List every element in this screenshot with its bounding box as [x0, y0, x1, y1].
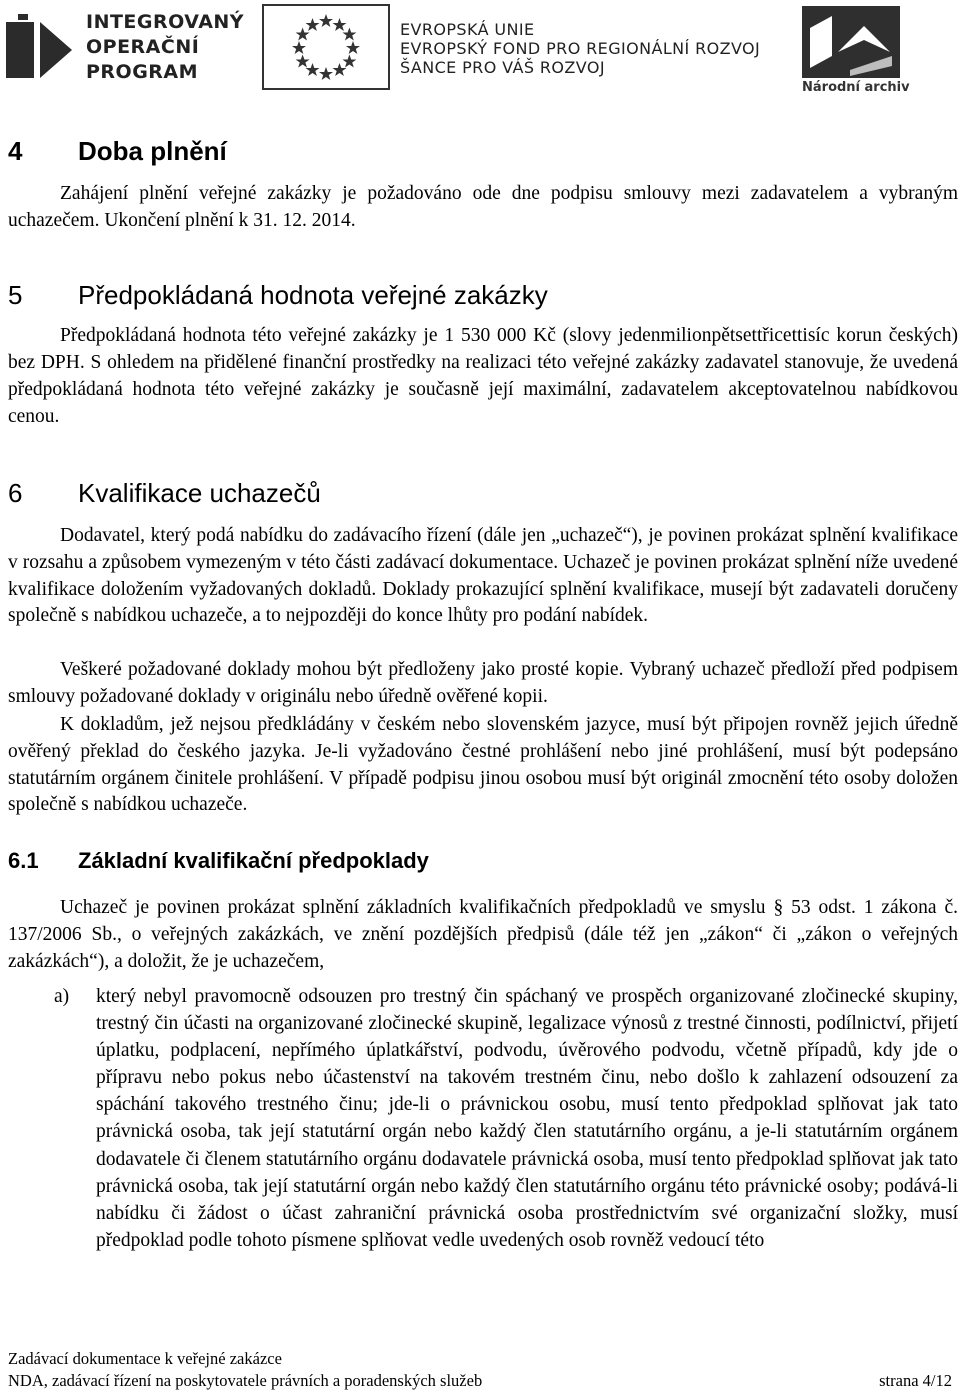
section-5-title: Předpokládaná hodnota veřejné zakázky — [78, 280, 548, 310]
section-4-text: Zahájení plnění veřejné zakázky je požadováno ode dne podpisu smlouvy mezi zadavatelem a vybraným uchazečem. Ukončení plnění k 31. 12. 2014. — [8, 183, 958, 231]
section-6-paragraph-1 — [8, 523, 958, 630]
iop-logo-icon — [6, 14, 72, 78]
section-6-number: 6 — [8, 478, 23, 508]
section-6-heading — [8, 478, 321, 509]
section-6-text-1: Dodavatel, který podá nabídku do zadávacího řízení (dále jen „uchazeč“), je povinen prokázat splnění kvalifikace v rozsahu a způsobem vymezeným v této části zadávací dokumentace. Uchazeč je povinen prokázat splnění níže uvedené kvalifikace doložením vyžadovaných dokladů. Doklady prokazující splnění kvalifikace, musejí být zadavateli doručeny společně s nabídkou uchazeče, a to nejpozději do konce lhůty pro podání nabídek. — [8, 525, 958, 627]
narodni-archiv-logo — [800, 6, 910, 98]
section-6-text-3: K dokladům, jež nejsou předkládány v českém nebo slovenském jazyce, musí být připojen rovněž jejich úředně ověřený překlad do českého jazyka. Je-li vyžadováno čestné prohlášení nebo jiné prohlášení, musí být podepsáno statutárním orgánem činitele prohlášení. V případě podpisu jinou osobou musí být originál zmocnění této osoby doložen společně s nabídkou uchazeče. — [8, 714, 958, 816]
section-6-1-heading — [8, 848, 429, 874]
section-6-paragraph-3 — [8, 712, 958, 819]
footer-line-2: NDA, zadávací řízení na poskytovatele právních a poradenských služeb — [8, 1371, 483, 1390]
section-5-paragraph — [8, 322, 958, 430]
section-6-paragraph-2 — [8, 657, 958, 711]
list-item-a-text: který nebyl pravomocně odsouzen pro trestný čin spáchaný ve prospěch organizované zločinecké skupiny, trestný čin účasti na organizované zločinecké skupině, legalizace výnosů z trestné činnosti, podílnictví, přijetí úplatku, podplacení, nepřímého úplatkářství, podvodu, úvěrového podvodu, včetně případů, kdy jde o přípravu nebo pokus nebo účastenství na takovém trestném činu, nebo došlo k zahlazení odsouzení za spáchání takového trestného činu; jde-li o právnickou osobu, musí tento předpoklad splňovat jak tato právnická osoba, tak její statutární orgán nebo každý člen statutárního orgánu, a je-li statutárním orgánem dodavatele či členem statutárního orgánu dodavatele právnická osoba, musí tento předpoklad splňovat jak tato právnická osoba, tak její statutární orgán nebo každý člen statutárního orgánu této právnické osoby; podává-li nabídku či žádost o účast zahraniční právnická osoba prostřednictvím své organizační složky, musí předpoklad podle tohoto písmene splňovat vedle uvedených osob rovněž vedoucí této — [96, 986, 958, 1251]
eu-line-3: ŠANCE PRO VÁŠ ROZVOJ — [400, 58, 605, 77]
section-4-heading — [8, 136, 227, 167]
section-6-1-intro-text: Uchazeč je povinen prokázat splnění základních kvalifikačních předpokladů ve smyslu § 53 odst. 1 zákona č. 137/2006 Sb., o veřejných zakázkách, ve znění pozdějších předpisů (dále též jen „zákon“ či „zákon o veřejných zakázkách“), a doložit, že je uchazečem, — [8, 897, 958, 972]
eu-line-1: EVROPSKÁ UNIE — [400, 20, 535, 39]
page-number: strana 4/12 — [879, 1371, 952, 1390]
narodni-archiv-text: Národní archiv — [802, 80, 910, 95]
page-footer — [8, 1348, 952, 1392]
iop-logo — [6, 6, 245, 90]
section-6-title: Kvalifikace uchazečů — [78, 478, 321, 508]
footer-line-1: Zadávací dokumentace k veřejné zakázce — [8, 1349, 282, 1368]
eu-logo-text — [400, 20, 800, 77]
footer-line-2-row — [8, 1370, 952, 1392]
iop-logo-text — [86, 10, 245, 85]
logo-bar — [0, 0, 960, 105]
section-5-heading — [8, 280, 548, 311]
section-4-paragraph — [8, 180, 958, 234]
list-item-a-label: a) — [54, 986, 70, 1007]
iop-line-3: PROGRAM — [86, 61, 199, 83]
section-6-1-title: Základní kvalifikační předpoklady — [78, 848, 429, 873]
iop-line-1: INTEGROVANÝ — [86, 11, 245, 33]
eu-line-2: EVROPSKÝ FOND PRO REGIONÁLNÍ ROZVOJ — [400, 39, 761, 58]
section-5-number: 5 — [8, 280, 23, 310]
narodni-archiv-icon — [802, 6, 900, 78]
section-4-number: 4 — [8, 136, 23, 166]
eu-flag-icon — [262, 4, 390, 90]
list-item-a — [54, 983, 958, 1254]
section-6-text-2: Veškeré požadované doklady mohou být předloženy jako prosté kopie. Vybraný uchazeč předloží před podpisem smlouvy požadované doklady v originálu nebo úředně ověřené kopii. — [8, 659, 958, 707]
section-4-title: Doba plnění — [78, 136, 227, 166]
iop-line-2: OPERAČNÍ — [86, 36, 200, 58]
section-5-text: Předpokládaná hodnota této veřejné zakázky je 1 530 000 Kč (slovy jedenmilionpětsettřicettisíc korun českých) bez DPH. S ohledem na přidělené finanční prostředky na realizaci této veřejné zakázky zadavatel stanovuje, že uvedená předpokládaná hodnota této veřejné zakázky je současně její maximální, zadavatelem akceptovatelnou nabídkovou cenou. — [8, 325, 958, 427]
section-6-1-number: 6.1 — [8, 848, 39, 873]
section-6-1-intro — [8, 894, 958, 975]
